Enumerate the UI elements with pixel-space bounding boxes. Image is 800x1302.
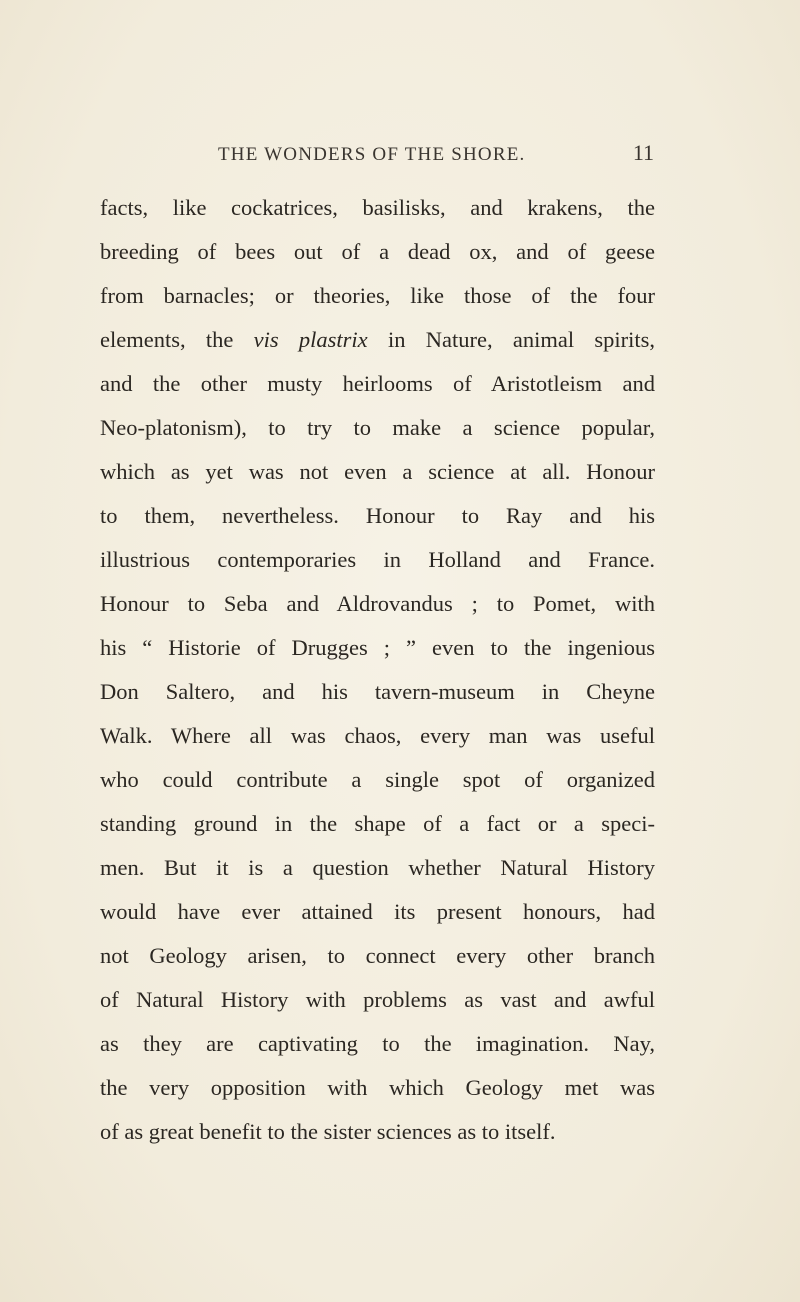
italic-phrase: vis plastrix <box>253 327 368 352</box>
text-line: Honour to Seba and Aldrovandus ; to Pomet, with <box>100 591 655 616</box>
text-line: of as great benefit to the sister sciences as to itself. <box>100 1119 556 1144</box>
text-line: who could contribute a single spot of organized <box>100 767 655 792</box>
text-line: to them, nevertheless. Honour to Ray and his <box>100 503 655 528</box>
text-line: the very opposition with which Geology met was <box>100 1075 655 1100</box>
text-line <box>100 318 655 362</box>
text-line: as they are captivating to the imagination. Nay, <box>100 1031 655 1056</box>
text-line: his “ Historie of Drugges ; ” even to the ingenious <box>100 635 655 660</box>
text-line: Don Saltero, and his tavern-museum in Cheyne <box>100 679 655 704</box>
text-line: Neo-platonism), to try to make a science popular, <box>100 415 655 440</box>
text-line-end: in Nature, animal spirits, <box>367 327 655 352</box>
text-line: from barnacles; or theories, like those of the four <box>100 283 655 308</box>
text-line: breeding of bees out of a dead ox, and of geese <box>100 239 655 264</box>
text-line: facts, like cockatrices, basilisks, and krakens, the <box>100 195 655 220</box>
text-line: illustrious contemporaries in Holland and France. <box>100 547 655 572</box>
text-line: which as yet was not even a science at all. Honour <box>100 459 655 484</box>
running-head <box>218 140 654 164</box>
text-line: would have ever attained its present honours, had <box>100 899 655 924</box>
running-title: THE WONDERS OF THE SHORE. <box>218 144 526 165</box>
text-line: not Geology arisen, to connect every other branch <box>100 943 655 968</box>
page-number: 11 <box>632 140 654 165</box>
body-text <box>100 186 655 1154</box>
text-line-start: elements, the <box>100 327 254 352</box>
text-line: standing ground in the shape of a fact or a speci- <box>100 811 655 836</box>
text-line: of Natural History with problems as vast and awful <box>100 987 655 1012</box>
text-line: men. But it is a question whether Natural History <box>100 855 655 880</box>
text-line: Walk. Where all was chaos, every man was useful <box>100 723 655 748</box>
text-line: and the other musty heirlooms of Aristotleism and <box>100 371 655 396</box>
